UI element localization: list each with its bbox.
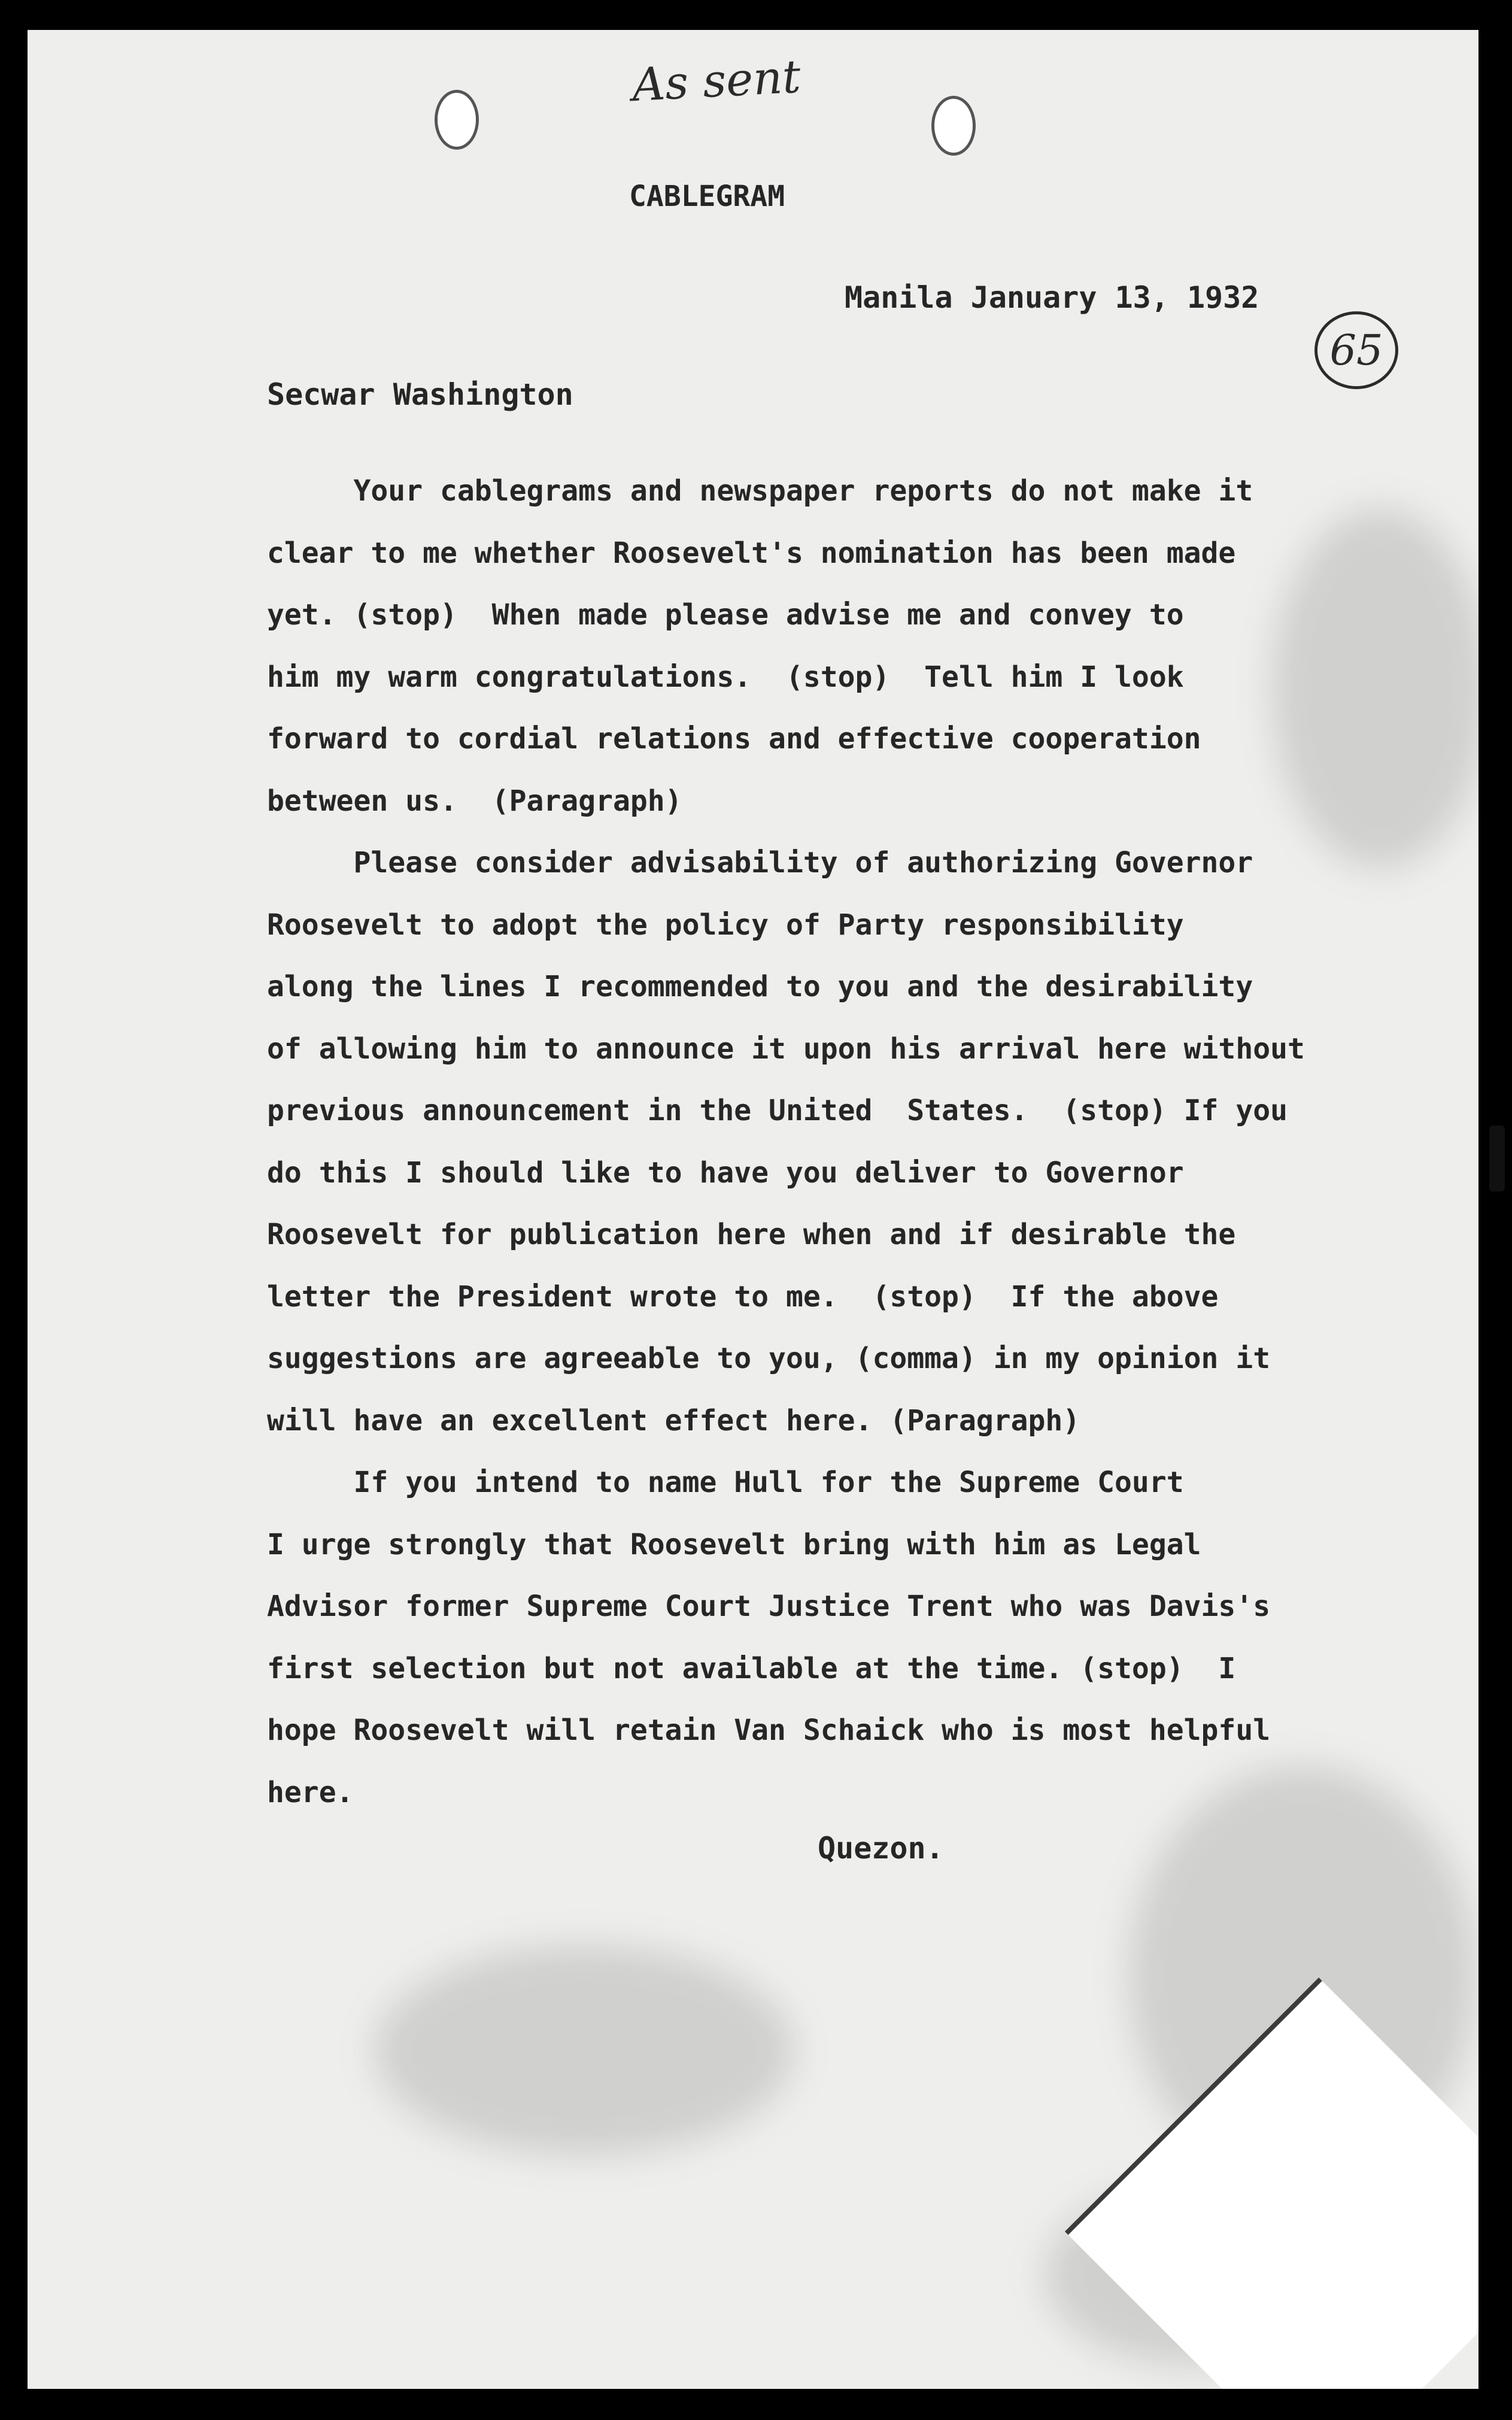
signature: Quezon. xyxy=(818,1831,944,1866)
handwritten-note: As sent xyxy=(630,49,802,112)
body-line: of allowing him to announce it upon his arrival here without xyxy=(267,1032,1305,1066)
body-line: suggestions are agreeable to you, (comma) in my opinion it xyxy=(267,1342,1271,1375)
body-line: along the lines I recommended to you and the desirability xyxy=(267,970,1253,1003)
document-title: CABLEGRAM xyxy=(629,180,785,213)
body-line: previous announcement in the United States. (stop) If you xyxy=(267,1094,1288,1127)
body-line: Your cablegrams and newspaper reports do not make it xyxy=(267,474,1253,508)
message-body xyxy=(267,473,1305,1836)
body-line: here. xyxy=(267,1775,354,1809)
document-page xyxy=(28,30,1478,2389)
water-stain xyxy=(375,1946,794,2155)
addressee: Secwar Washington xyxy=(267,377,573,412)
body-line: If you intend to name Hull for the Supreme Court xyxy=(267,1466,1184,1499)
punch-hole-right xyxy=(931,96,976,156)
body-line: Roosevelt to adopt the policy of Party responsibility xyxy=(267,908,1184,942)
body-line: do this I should like to have you deliver to Governor xyxy=(267,1156,1184,1190)
body-line: letter the President wrote to me. (stop) If the above xyxy=(267,1279,1219,1314)
punch-hole-left xyxy=(435,90,479,150)
body-line: forward to cordial relations and effective cooperation xyxy=(267,722,1201,756)
body-line: Please consider advisability of authorizing Governor xyxy=(267,846,1253,880)
body-line: hope Roosevelt will retain Van Schaick who is most helpful xyxy=(267,1714,1271,1747)
dateline: Manila January 13, 1932 xyxy=(845,280,1259,315)
body-line: clear to me whether Roosevelt's nomination has been made xyxy=(267,536,1236,570)
binder-clip xyxy=(1489,1126,1505,1191)
body-line: first selection but not available at the time. (stop) I xyxy=(267,1651,1236,1685)
body-line: Roosevelt for publication here when and if desirable the xyxy=(267,1218,1236,1251)
body-line: will have an excellent effect here. (Paragraph) xyxy=(267,1403,1080,1438)
body-line: yet. (stop) When made please advise me and convey to xyxy=(267,598,1184,632)
body-line: Advisor former Supreme Court Justice Trent who was Davis's xyxy=(267,1590,1271,1623)
page-number: 65 xyxy=(1314,311,1398,389)
body-line: between us. (Paragraph) xyxy=(267,784,682,818)
body-line: I urge strongly that Roosevelt bring with him as Legal xyxy=(267,1527,1201,1561)
body-line: him my warm congratulations. (stop) Tell him I look xyxy=(267,660,1184,694)
